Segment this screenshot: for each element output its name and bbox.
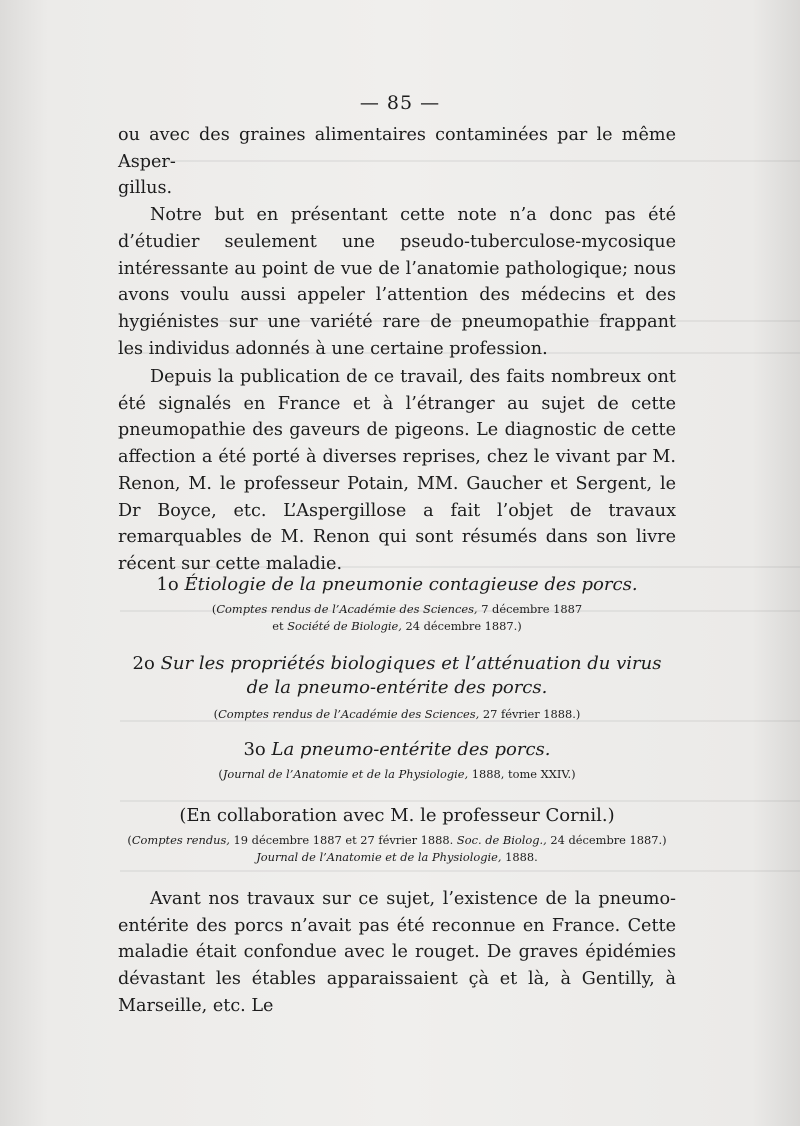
publication-reference-3: (Journal de l’Anatomie et de la Physiologie, 1888, tome XXIV.) xyxy=(218,767,576,781)
reference-date: 24 décembre 1887.) xyxy=(550,833,667,847)
reference-journal: Journal de l’Anatomie et de la Physiologie, xyxy=(222,767,469,781)
reference-date: 27 février 1888.) xyxy=(482,707,581,721)
reference-journal: Comptes rendus de l’Académie des Sciences, xyxy=(216,602,478,616)
publication-number: 2o xyxy=(132,653,155,674)
publication-reference-2: (Comptes rendus de l’Académie des Sciences, 27 février 1888.) xyxy=(213,707,581,721)
publication-number: 1o xyxy=(156,574,179,595)
reference-journal: Comptes rendus de l’Académie des Sciences, xyxy=(218,707,480,721)
publication-title-2 xyxy=(118,652,676,700)
paragraph-line: gillus. xyxy=(118,178,173,199)
publication-title-3 xyxy=(118,738,676,762)
page-number: — 85 — xyxy=(359,92,441,114)
paragraph: Depuis la publication de ce travail, des faits nombreux ont été signalés en France et à l’étranger au sujet de cette pneumopathie des gaveurs de pigeons. Le diagnostic de cette affection a été porté à diverses reprises, chez le vivant par M. Renon, M. le professeur Potain, MM. Gaucher et Sergent, le Dr Boyce, etc. L’Aspergillose a fait l’objet de travaux remarquables de M. Renon qui sont résumés dans son livre récent sur cette maladie. xyxy=(118,367,676,574)
reference-journal: Société de Biologie, xyxy=(287,619,402,633)
publication-title: de la pneumo-entérite des porcs. xyxy=(246,677,548,698)
reference-prefix: et xyxy=(272,619,284,633)
reference-date: 1888. xyxy=(505,850,538,864)
reference-journal: Soc. de Biolog., xyxy=(456,833,547,847)
collaboration-reference: (Comptes rendus, 19 décembre 1887 et 27 février 1888. Soc. de Biolog., 24 décembre 1887.) Journal de l’Anatomie et de la Physiologie, 1888. xyxy=(127,833,667,864)
reference-date: 24 décembre 1887.) xyxy=(405,619,522,633)
text-block-1 xyxy=(118,122,676,362)
publication-number: 3o xyxy=(243,739,266,760)
bleed-through-texture xyxy=(120,800,800,802)
paragraph: Avant nos travaux sur ce sujet, l’existence de la pneumo-entérite des porcs n’avait pas été reconnue en France. Cette maladie était confondue avec le rouget. De graves épidémies dévastant les étables apparaissaient çà et là, à Gentilly, à Marseille, etc. Le xyxy=(118,889,676,1016)
publication-reference-1: (Comptes rendus de l’Académie des Sciences, 7 décembre 1887 et Société de Biologie, 24 décembre 1887.) xyxy=(211,602,583,633)
publication-title-1 xyxy=(118,573,676,597)
paragraph: Notre but en présentant cette note n’a donc pas été d’étudier seulement une pseudo-tuberculose-mycosique intéressante au point de vue de l’anatomie pathologique; nous avons voulu aussi appeler l’attention des médecins et des hygiénistes sur une variété rare de pneumopathie frappant les individus adonnés à une certaine profession. xyxy=(118,205,676,359)
publication-title: Sur les propriétés biologiques et l’atténuation du virus xyxy=(160,653,662,674)
publication-title: Étiologie de la pneumonie contagieuse des porcs. xyxy=(184,574,638,595)
reference-journal: Comptes rendus, xyxy=(131,833,230,847)
collaboration-note: (En collaboration avec M. le professeur Cornil.) xyxy=(179,805,615,826)
reference-date: 19 décembre 1887 et 27 février 1888. xyxy=(233,833,454,847)
reference-date: 1888, tome XXIV.) xyxy=(471,767,576,781)
text-block-3 xyxy=(118,886,676,1020)
publication-title: La pneumo-entérite des porcs. xyxy=(271,739,551,760)
bleed-through-texture xyxy=(120,870,800,872)
reference-date: 7 décembre 1887 xyxy=(481,602,583,616)
text-block-2 xyxy=(118,364,676,578)
reference-journal: Journal de l’Anatomie et de la Physiologie, xyxy=(256,850,502,864)
paragraph-line: ou avec des graines alimentaires contaminées par le même Asper- xyxy=(118,125,676,172)
